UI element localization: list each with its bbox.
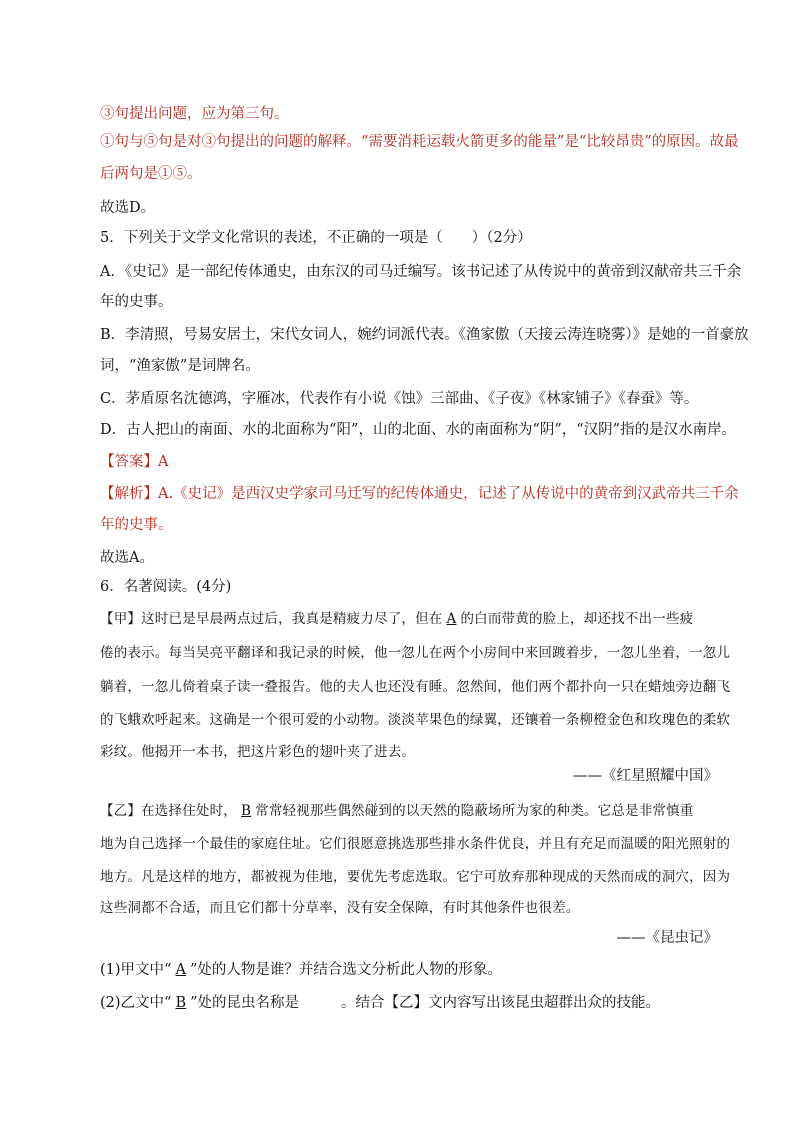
passage-jia-line2: 倦的表示。每当吴亮平翻译和我记录的时候，他一忽儿在两个小房间中来回踱着步，一忽儿坐着，一忽儿 bbox=[100, 645, 731, 661]
sub2-blank: B bbox=[175, 995, 187, 1011]
question5-option-c: C．茅盾原名沈德鸿，字雁冰，代表作有小说《蚀》三部曲、《子夜》《林家铺子》《春蚕》等。 bbox=[100, 391, 699, 407]
question5-option-d: D．古人把山的南面、水的北面称为“阳”，山的北面、水的南面称为“阴”，“汉阴”指的是汉水南岸。 bbox=[100, 422, 737, 438]
analysis-q4-conclusion: 故选D。 bbox=[100, 200, 156, 216]
analysis-q4-line2: ①句与⑤句是对③句提出的问题的解释。“需要消耗运载火箭更多的能量”是“比较昂贵”的原因。故最 bbox=[100, 134, 739, 150]
question5-stem: 5．下列关于文学文化常识的表述，不正确的一项是（ ）（2分） bbox=[100, 230, 532, 246]
sub2-mid: ”处的昆虫名称是 bbox=[190, 995, 300, 1011]
sub1-post: ”处的人物是谁？并结合选文分析此人物的形象。 bbox=[189, 962, 502, 978]
passage-yi-line3: 地方。凡是这样的地方，都被视为佳地，要优先考虑选取。它宁可放弃那种现成的天然而成的洞穴，因为 bbox=[100, 869, 731, 885]
passage-yi-source: ——《昆虫记》 bbox=[616, 930, 718, 946]
passage-jia-line1-post: 的白而带黄的脸上，却还找不出一些疲 bbox=[460, 611, 694, 627]
sub1-blank: A bbox=[175, 962, 186, 978]
question5-analysis-2: 年的史事。 bbox=[100, 517, 173, 533]
blank-a: A bbox=[446, 611, 457, 627]
question5-option-b-2: 词，“渔家傲”是词牌名。 bbox=[100, 358, 260, 374]
question5-option-a-1: A．《史记》是一部纪传体通史，由东汉的司马迁编写。该书记述了从传说中的黄帝到汉献帝共三千余 bbox=[100, 264, 742, 280]
analysis-q4-line3: 后两句是①⑤。 bbox=[100, 166, 202, 182]
question5-conclusion: 故选A。 bbox=[100, 550, 154, 566]
sub2-pre: (2)乙文中“ bbox=[100, 995, 172, 1011]
passage-jia-line4: 的飞蛾欢呼起来。这确是一个很可爱的小动物。淡淡苹果色的绿翼，还镶着一条柳橙金色和玫瑰色的柔软 bbox=[100, 712, 731, 728]
passage-yi-line1-post: 常常轻视那些偶然碰到的以天然的隐蔽场所为家的种类。它总是非常慎重 bbox=[255, 803, 694, 819]
sub2-post: 。结合【乙】文内容写出该昆虫超群出众的技能。 bbox=[341, 995, 661, 1011]
passage-jia-line5: 彩纹。他揭开一本书，把这片彩色的翅叶夹了进去。 bbox=[100, 744, 416, 760]
passage-jia-line1 bbox=[100, 609, 720, 629]
blank-b: B bbox=[241, 803, 252, 819]
passage-yi-line2: 地为自己选择一个最佳的家庭住址。它们很愿意挑选那些排水条件优良，并且有充足而温暖的阳光照射的 bbox=[100, 836, 731, 852]
question5-option-b-1: B．李清照，号易安居士，宋代女词人，婉约词派代表。《渔家傲（天接云涛连晓雾）》是她的一首豪放 bbox=[100, 327, 749, 343]
question5-answer: 【答案】A bbox=[100, 454, 169, 470]
passage-yi-line1-pre: 【乙】在选择住处时， bbox=[100, 803, 237, 819]
question5-option-a-2: 年的史事。 bbox=[100, 294, 173, 310]
passage-jia-line3: 躺着，一忽儿倚着桌子读一叠报告。他的夫人也还没有睡。忽然间，他们两个都扑向一只在蜡烛旁边翻飞 bbox=[100, 679, 731, 695]
passage-jia-source: ——《红星照耀中国》 bbox=[573, 768, 718, 784]
question6-sub1 bbox=[100, 960, 720, 980]
analysis-q4-line1: ③句提出问题，应为第三句。 bbox=[100, 106, 289, 122]
passage-yi-line1 bbox=[100, 801, 720, 821]
passage-yi-line4: 这些洞都不合适，而且它们都十分草率，没有安全保障，有时其他条件也很差。 bbox=[100, 900, 580, 916]
question6-sub2 bbox=[100, 993, 720, 1013]
sub1-pre: (1)甲文中“ bbox=[100, 962, 172, 978]
question6-stem: 6．名著阅读。(4分) bbox=[100, 579, 232, 595]
passage-jia-line1-pre: 【甲】这时已是早晨两点过后，我真是精疲力尽了，但在 bbox=[100, 611, 443, 627]
answer-blank[interactable] bbox=[299, 993, 341, 1013]
question5-analysis-1: 【解析】A.《史记》是西汉史学家司马迁写的纪传体通史，记述了从传说中的黄帝到汉武帝共三千余 bbox=[100, 486, 739, 502]
